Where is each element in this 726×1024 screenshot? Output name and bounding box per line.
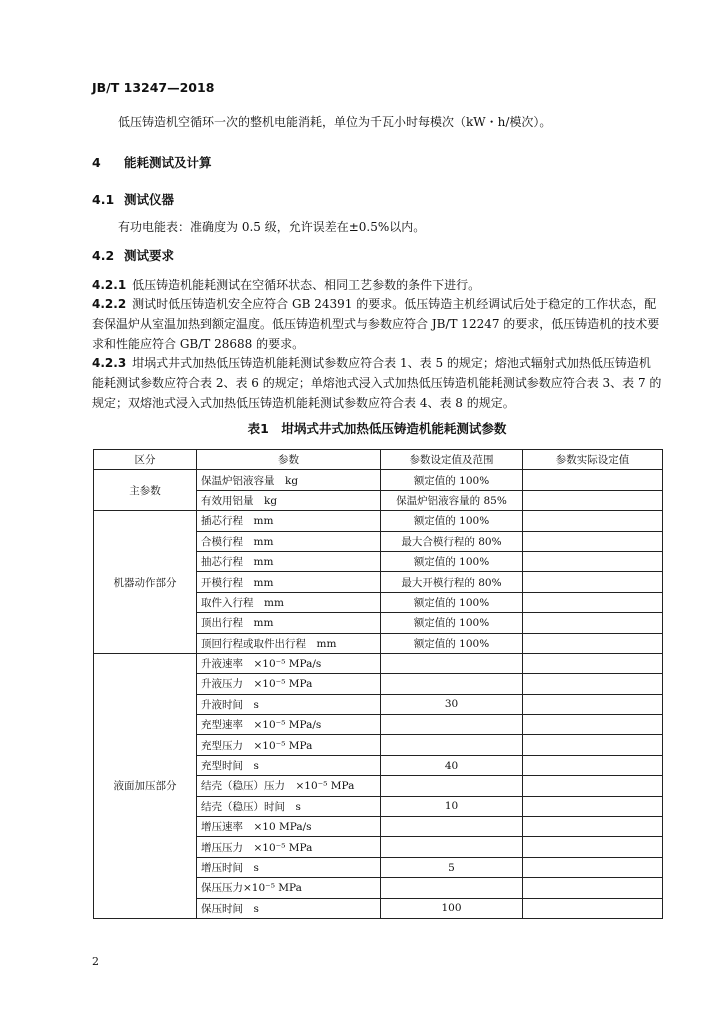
setting-range-cell <box>381 735 523 755</box>
setting-range-cell: 100 <box>381 898 523 918</box>
parameter-cell: 抽芯行程 mm <box>197 551 381 571</box>
actual-setting-cell <box>523 490 663 510</box>
section-title: 测试要求 <box>124 248 175 263</box>
column-header-category: 区分 <box>94 450 197 470</box>
clause-number: 4.2.1 <box>92 278 127 292</box>
parameter-cell: 结壳（稳压）时间 s <box>197 796 381 816</box>
clause-text: 测试时低压铸造机安全应符合 GB 24391 的要求。低压铸造主机经调试后处于稳定的工作状态，配套保温炉从室温加热到额定温度。低压铸造机型式与参数应符合 JB/T 12247 的要求，低压铸造机的技术要求和性能应符合 GB/T 28688 的要求。 <box>92 297 660 351</box>
parameter-cell: 保温炉铝液容量 kg <box>197 470 381 490</box>
section-title: 能耗测试及计算 <box>124 155 212 170</box>
setting-range-cell: 10 <box>381 796 523 816</box>
parameter-cell: 充型压力 ×10⁻⁵ MPa <box>197 735 381 755</box>
energy-test-parameters-table <box>93 449 663 919</box>
column-header-parameter: 参数 <box>197 450 381 470</box>
actual-setting-cell <box>523 755 663 775</box>
clause-4-2-3 <box>92 353 662 413</box>
clause-4-2-2 <box>92 294 662 354</box>
actual-setting-cell <box>523 837 663 857</box>
actual-setting-cell <box>523 715 663 735</box>
setting-range-cell: 最大合模行程的 80% <box>381 531 523 551</box>
actual-setting-cell <box>523 674 663 694</box>
column-header-setting-range: 参数设定值及范围 <box>381 450 523 470</box>
section-4-2-heading <box>92 246 174 264</box>
parameter-cell: 增压速率 ×10 MPa/s <box>197 817 381 837</box>
section-4-heading <box>92 153 212 171</box>
document-code-header: JB/T 13247—2018 <box>92 80 215 95</box>
actual-setting-cell <box>523 572 663 592</box>
actual-setting-cell <box>523 796 663 816</box>
setting-range-cell: 额定值的 100% <box>381 511 523 531</box>
parameter-cell: 升液时间 s <box>197 694 381 714</box>
parameter-cell: 有效用铝量 kg <box>197 490 381 510</box>
actual-setting-cell <box>523 898 663 918</box>
actual-setting-cell <box>523 470 663 490</box>
row-group-label: 主参数 <box>94 470 197 511</box>
actual-setting-cell <box>523 551 663 571</box>
setting-range-cell: 额定值的 100% <box>381 551 523 571</box>
setting-range-cell <box>381 878 523 898</box>
actual-setting-cell <box>523 653 663 673</box>
parameter-cell: 合模行程 mm <box>197 531 381 551</box>
setting-range-cell: 额定值的 100% <box>381 613 523 633</box>
setting-range-cell <box>381 674 523 694</box>
setting-range-cell: 30 <box>381 694 523 714</box>
section-number: 4 <box>92 155 101 170</box>
parameter-cell: 充型速率 ×10⁻⁵ MPa/s <box>197 715 381 735</box>
parameter-cell: 插芯行程 mm <box>197 511 381 531</box>
table-1-caption: 表1 坩埚式井式加热低压铸造机能耗测试参数 <box>247 421 507 436</box>
setting-range-cell: 额定值的 100% <box>381 592 523 612</box>
setting-range-cell <box>381 653 523 673</box>
parameter-cell: 充型时间 s <box>197 755 381 775</box>
setting-range-cell: 5 <box>381 857 523 877</box>
setting-range-cell <box>381 715 523 735</box>
table-body <box>94 470 663 919</box>
actual-setting-cell <box>523 878 663 898</box>
table-header-row <box>94 450 663 470</box>
section-number: 4.2 <box>92 248 115 263</box>
setting-range-cell: 40 <box>381 755 523 775</box>
actual-setting-cell <box>523 531 663 551</box>
actual-setting-cell <box>523 694 663 714</box>
clause-number: 4.2.3 <box>92 356 127 370</box>
setting-range-cell <box>381 817 523 837</box>
instrument-paragraph: 有功电能表：准确度为 0.5 级，允许误差在±0.5%以内。 <box>118 220 426 234</box>
section-number: 4.1 <box>92 192 115 207</box>
table-row <box>94 511 663 531</box>
row-group-label: 机器动作部分 <box>94 511 197 654</box>
actual-setting-cell <box>523 776 663 796</box>
clause-text: 坩埚式井式加热低压铸造机能耗测试参数应符合表 1、表 5 的规定；熔池式辐射式加热低压铸造机能耗测试参数应符合表 2、表 6 的规定；单熔池式浸入式加热低压铸造机能耗测试参数应符合表 3、表 7 的规定；双熔池式浸入式加热低压铸造机能耗测试参数应符合表 4、表 8 的规定。 <box>92 356 662 410</box>
parameter-cell: 升液速率 ×10⁻⁵ MPa/s <box>197 653 381 673</box>
section-title: 测试仪器 <box>124 192 175 207</box>
setting-range-cell: 最大开模行程的 80% <box>381 572 523 592</box>
parameter-cell: 升液压力 ×10⁻⁵ MPa <box>197 674 381 694</box>
setting-range-cell: 保温炉铝液容量的 85% <box>381 490 523 510</box>
clause-4-2-1 <box>92 275 662 295</box>
parameter-cell: 取件入行程 mm <box>197 592 381 612</box>
parameter-cell: 保压压力×10⁻⁵ MPa <box>197 878 381 898</box>
intro-paragraph: 低压铸造机空循环一次的整机电能消耗，单位为千瓦小时每模次（kW・h/模次）。 <box>118 115 552 129</box>
actual-setting-cell <box>523 511 663 531</box>
setting-range-cell: 额定值的 100% <box>381 470 523 490</box>
parameter-cell: 增压时间 s <box>197 857 381 877</box>
parameter-cell: 开模行程 mm <box>197 572 381 592</box>
setting-range-cell <box>381 776 523 796</box>
page-number: 2 <box>92 955 99 968</box>
parameter-cell: 保压时间 s <box>197 898 381 918</box>
clause-number: 4.2.2 <box>92 297 127 311</box>
actual-setting-cell <box>523 857 663 877</box>
setting-range-cell <box>381 837 523 857</box>
actual-setting-cell <box>523 613 663 633</box>
parameter-cell: 增压压力 ×10⁻⁵ MPa <box>197 837 381 857</box>
table-row <box>94 653 663 673</box>
parameter-cell: 顶出行程 mm <box>197 613 381 633</box>
table-row <box>94 470 663 490</box>
parameter-cell: 顶回行程或取件出行程 mm <box>197 633 381 653</box>
setting-range-cell: 额定值的 100% <box>381 633 523 653</box>
parameter-cell: 结壳（稳压）压力 ×10⁻⁵ MPa <box>197 776 381 796</box>
section-4-1-heading <box>92 190 174 208</box>
actual-setting-cell <box>523 592 663 612</box>
clause-text: 低压铸造机能耗测试在空循环状态、相同工艺参数的条件下进行。 <box>132 278 481 292</box>
actual-setting-cell <box>523 735 663 755</box>
column-header-actual-setting: 参数实际设定值 <box>523 450 663 470</box>
row-group-label: 液面加压部分 <box>94 653 197 918</box>
actual-setting-cell <box>523 633 663 653</box>
actual-setting-cell <box>523 817 663 837</box>
